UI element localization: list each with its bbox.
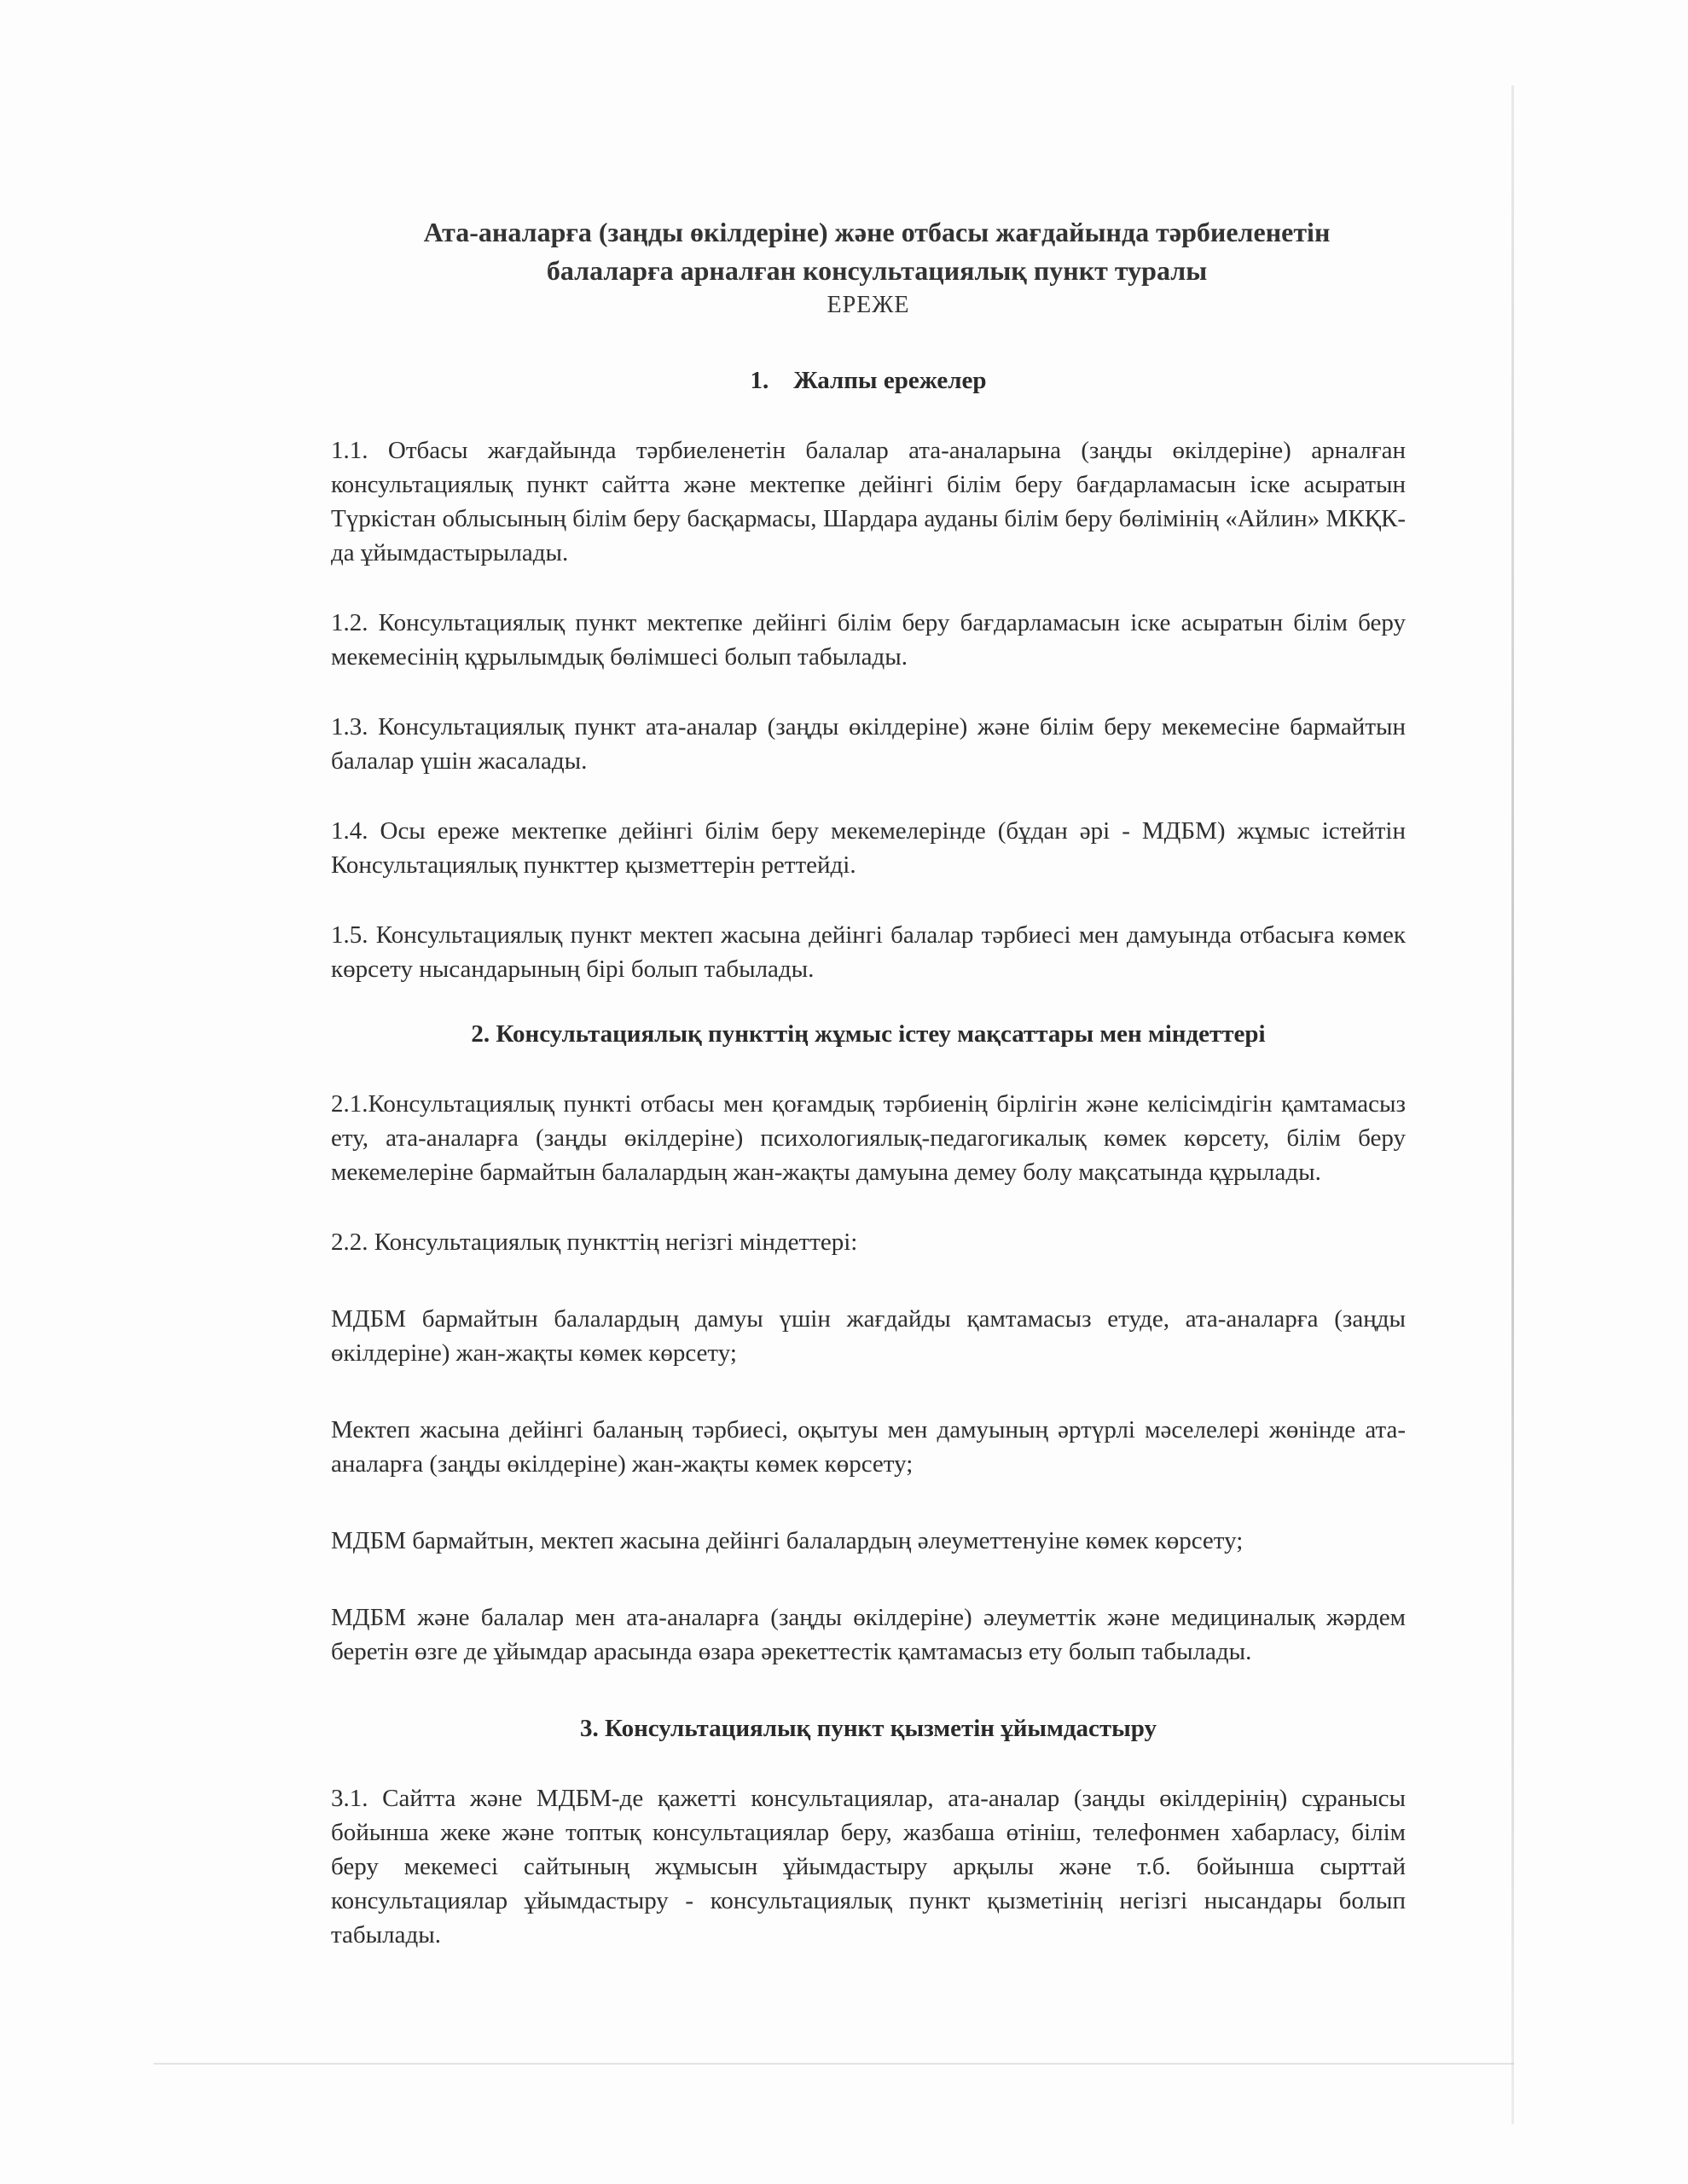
document-title-line-1: Ата-аналарға (заңды өкілдеріне) және отбасы жағдайында тәрбиеленетін — [423, 217, 1331, 247]
section-3-heading: 3. Консультациялық пункт қызметін ұйымдастыру — [579, 1715, 1157, 1742]
paragraph-2-2: 2.2. Консультациялық пункттің негізгі міндеттері: — [331, 1228, 858, 1256]
list-item-2-a: МДБМ бармайтын балалардың дамуы үшін жағдайды қамтамасыз етуде, ата-аналарға (заңды өкілдеріне) жан-жақты көмек көрсету; — [331, 1305, 1406, 1367]
paragraph-1-3: 1.3. Консультациялық пункт ата-аналар (заңды өкілдеріне) және білім беру мекемесіне бармайтын балалар үшін жасалады. — [331, 713, 1406, 775]
paragraph-2-1: 2.1.Консультациялық пункті отбасы мен қоғамдық тәрбиенің бірлігін және келісімдігін қамтамасыз ету, ата-аналарға (заңды өкілдеріне) психологиялық-педагогикалық көмек көрсету, білім беру мекемелеріне бармайтын балалардың жан-жақты дамуына демеу болу мақсатында құрылады. — [331, 1090, 1406, 1186]
section-2-heading: 2. Консультациялық пункттің жұмыс істеу мақсаттары мен міндеттері — [471, 1020, 1266, 1048]
section-1-heading: 1. Жалпы ережелер — [750, 367, 987, 394]
document-title-ereje: ЕРЕЖЕ — [827, 292, 910, 318]
paragraph-1-1: 1.1. Отбасы жағдайында тәрбиеленетін балалар ата-аналарына (заңды өкілдеріне) арналған консультациялық пункт сайтта және мектепке дейінгі білім беру бағдарламасын іске асыратын Түркістан облысының білім беру басқармасы, Шардара ауданы білім беру бөлімінің «Айлин» МКҚК-да ұйымдастырылады. — [331, 437, 1406, 566]
paragraph-1-5: 1.5. Консультациялық пункт мектеп жасына дейінгі балалар тәрбиесі мен дамуында отбасыға көмек көрсету нысандарының бірі болып табылады. — [331, 921, 1406, 983]
document-title-line-2: балаларға арналған консультациялық пункт туралы — [546, 255, 1208, 286]
list-item-2-b: Мектеп жасына дейінгі баланың тәрбиесі, оқытуы мен дамуының әртүрлі мәселелері жөнінде ата-аналарға (заңды өкілдеріне) жан-жақты көмек көрсету; — [331, 1416, 1406, 1478]
scan-bottom-line — [154, 2063, 1514, 2065]
document-body — [331, 213, 1406, 1952]
paragraph-1-2: 1.2. Консультациялық пункт мектепке дейінгі білім беру бағдарламасын іске асыратын білім беру мекемесінің құрылымдық бөлімшесі болып табылады. — [331, 609, 1406, 671]
list-item-2-c: МДБМ бармайтын, мектеп жасына дейінгі балалардың әлеуметтенуіне көмек көрсету; — [331, 1527, 1244, 1554]
list-item-2-d: МДБМ және балалар мен ата-аналарға (заңды өкілдеріне) әлеуметтік және медициналық жәрдем беретін өзге де ұйымдар арасында өзара әрекеттестік қамтамасыз ету болып табылады. — [331, 1604, 1406, 1665]
scan-edge-line — [1511, 85, 1514, 2124]
paragraph-1-4: 1.4. Осы ереже мектепке дейінгі білім беру мекемелерінде (бұдан әрі - МДБМ) жұмыс істейтін Консультациялық пункттер қызметтерін реттейді. — [331, 817, 1406, 879]
paragraph-3-1: 3.1. Сайтта және МДБМ-де қажетті консультациялар, ата-аналар (заңды өкілдерінің) сұранысы бойынша жеке және топтық консультациялар беру, жазбаша өтініш, телефонмен хабарласу, білім беру мекемесі сайтының жұмысын ұйымдастыру арқылы және т.б. бойынша сырттай консультациялар ұйымдастыру - консультациялық пункт қызметінің негізгі нысандары болып табылады. — [331, 1785, 1406, 1949]
